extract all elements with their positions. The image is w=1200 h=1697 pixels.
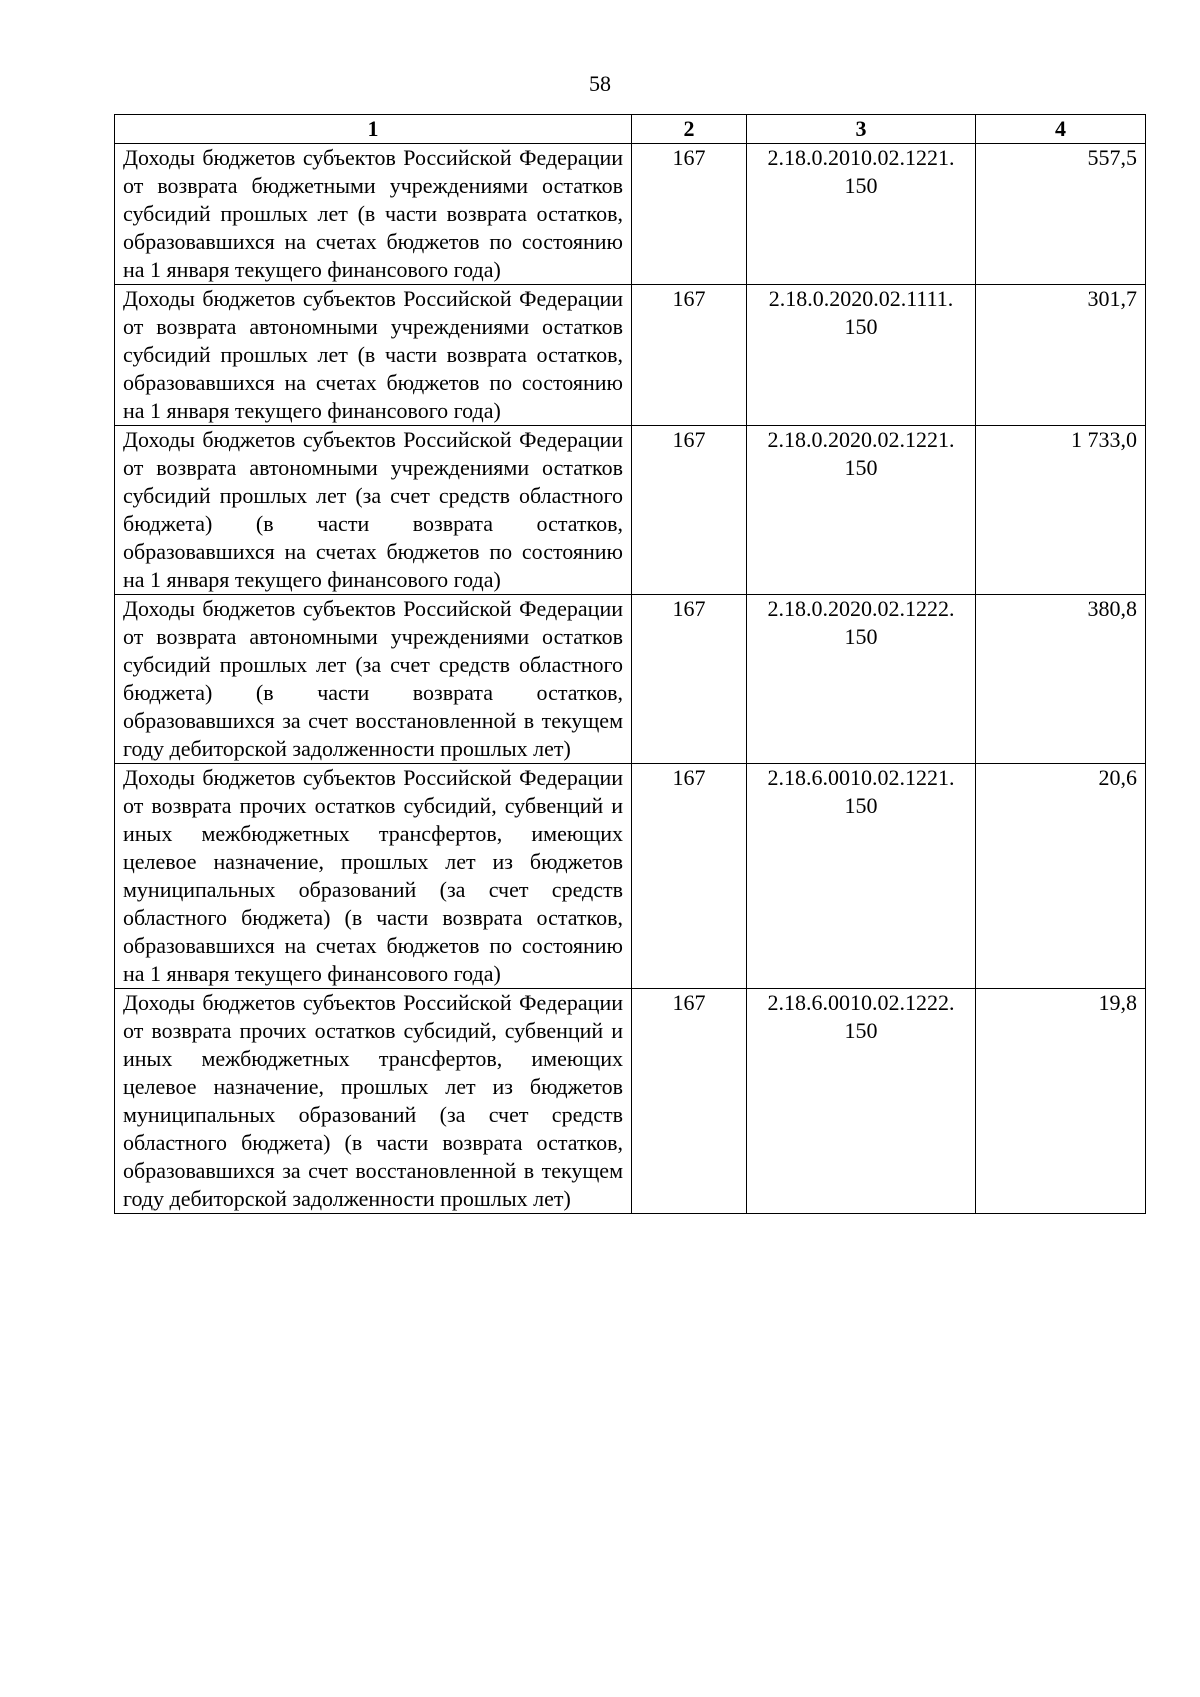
table-row [115,989,1146,1214]
row-amount: 1 733,0 [976,426,1146,595]
column-header-2: 2 [632,115,747,144]
budget-code-line2: 150 [844,1018,878,1043]
budget-code-line2: 150 [844,314,878,339]
budget-code-line2: 150 [844,793,878,818]
row-admin-code: 167 [632,595,747,764]
row-admin-code: 167 [632,989,747,1214]
column-header-1: 1 [115,115,632,144]
row-amount: 301,7 [976,285,1146,426]
row-admin-code: 167 [632,764,747,989]
budget-code-line1: 2.18.6.0010.02.1221. [767,765,955,790]
table-header-row [115,115,1146,144]
budget-code-line1: 2.18.0.2020.02.1221. [767,427,955,452]
row-amount: 380,8 [976,595,1146,764]
table-row [115,764,1146,989]
column-header-3: 3 [747,115,976,144]
row-admin-code: 167 [632,144,747,285]
table-row [115,285,1146,426]
row-budget-code [747,989,976,1214]
column-header-4: 4 [976,115,1146,144]
row-budget-code [747,764,976,989]
budget-revenue-table [114,114,1146,1214]
budget-code-line1: 2.18.0.2010.02.1221. [767,145,955,170]
budget-code-line2: 150 [844,624,878,649]
row-admin-code: 167 [632,426,747,595]
table-row [115,426,1146,595]
row-budget-code [747,144,976,285]
row-description: Доходы бюджетов субъектов Российской Федерации от возврата автономными учреждениями остатков субсидий прошлых лет (за счет средств областного бюджета) (в части возврата остатков, образовавшихся на счетах бюджетов по состоянию на 1 января текущего финансового года) [115,426,632,595]
row-description: Доходы бюджетов субъектов Российской Федерации от возврата прочих остатков субсидий, субвенций и иных межбюджетных трансфертов, имеющих целевое назначение, прошлых лет из бюджетов муниципальных образований (за счет средств областного бюджета) (в части возврата остатков, образовавшихся на счетах бюджетов по состоянию на 1 января текущего финансового года) [115,764,632,989]
budget-code-line2: 150 [844,455,878,480]
row-amount: 557,5 [976,144,1146,285]
row-budget-code [747,426,976,595]
row-description: Доходы бюджетов субъектов Российской Федерации от возврата прочих остатков субсидий, субвенций и иных межбюджетных трансфертов, имеющих целевое назначение, прошлых лет из бюджетов муниципальных образований (за счет средств областного бюджета) (в части возврата остатков, образовавшихся за счет восстановленной в текущем году дебиторской задолженности прошлых лет) [115,989,632,1214]
row-description: Доходы бюджетов субъектов Российской Федерации от возврата автономными учреждениями остатков субсидий прошлых лет (за счет средств областного бюджета) (в части возврата остатков, образовавшихся за счет восстановленной в текущем году дебиторской задолженности прошлых лет) [115,595,632,764]
row-budget-code [747,285,976,426]
row-description: Доходы бюджетов субъектов Российской Федерации от возврата автономными учреждениями остатков субсидий прошлых лет (в части возврата остатков, образовавшихся на счетах бюджетов по состоянию на 1 января текущего финансового года) [115,285,632,426]
budget-code-line1: 2.18.0.2020.02.1222. [767,596,955,621]
row-amount: 19,8 [976,989,1146,1214]
budget-code-line1: 2.18.0.2020.02.1111. [768,286,954,311]
row-admin-code: 167 [632,285,747,426]
table-row [115,595,1146,764]
budget-code-line1: 2.18.6.0010.02.1222. [767,990,955,1015]
page-number: 58 [589,71,611,96]
row-amount: 20,6 [976,764,1146,989]
budget-code-line2: 150 [844,173,878,198]
row-description: Доходы бюджетов субъектов Российской Федерации от возврата бюджетными учреждениями остатков субсидий прошлых лет (в части возврата остатков, образовавшихся на счетах бюджетов по состоянию на 1 января текущего финансового года) [115,144,632,285]
table-row [115,144,1146,285]
row-budget-code [747,595,976,764]
